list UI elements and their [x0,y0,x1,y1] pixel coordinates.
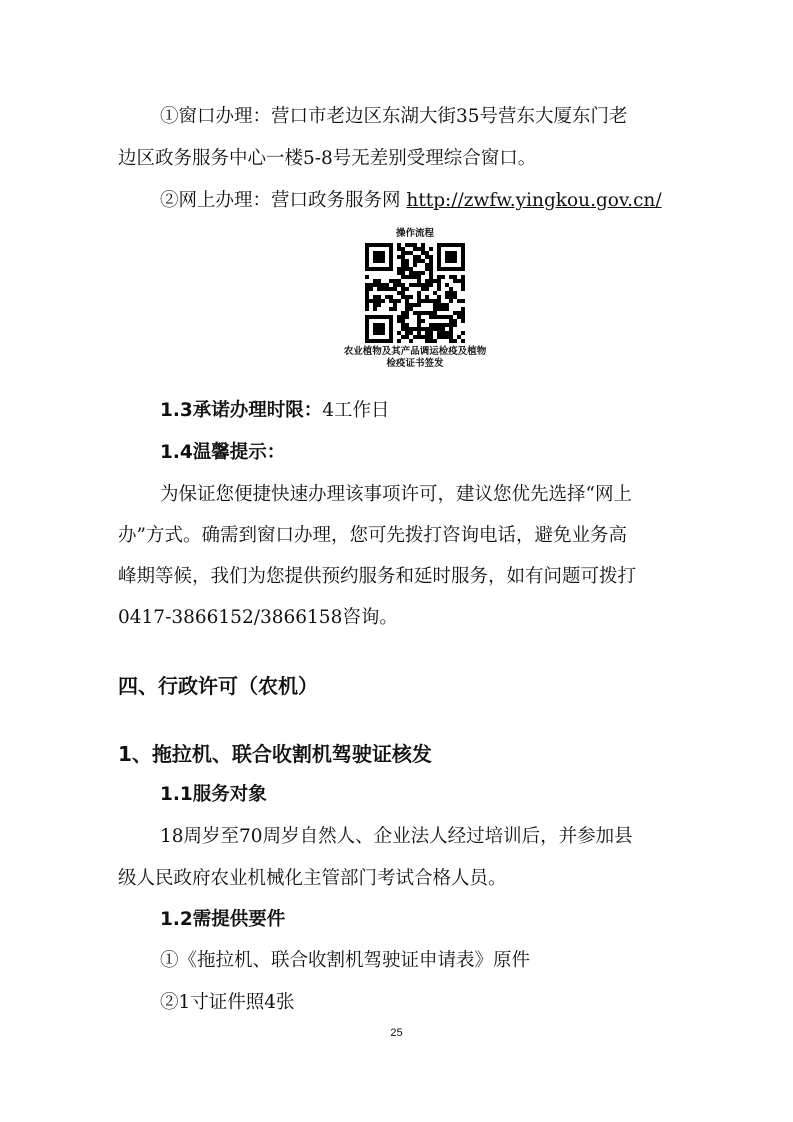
target-line-2: 级人民政府农业机械化主管部门考试合格人员。 [118,868,507,889]
tip-line-3: 峰期等候，我们为您提供预约服务和延时服务，如有问题可拨打 [118,566,637,587]
section-1-1-label: 1.1服务对象 [160,784,267,805]
item-heading: 1、拖拉机、联合收割机驾驶证核发 [118,742,432,766]
requirement-2: ②1寸证件照4张 [160,992,295,1013]
requirement-1: ①《拖拉机、联合收割机驾驶证申请表》原件 [160,950,531,971]
qr-caption-line-2: 检疫证书签发 [386,358,444,369]
window-handling-line-1: ①窗口办理：营口市老边区东湖大街35号营东大厦东门老 [160,106,628,127]
tip-line-2: 办”方式。确需到窗口办理，您可先拨打咨询电话，避免业务高 [118,525,627,546]
qr-title: 操作流程 [395,228,434,239]
service-website-link[interactable]: http://zwfw.yingkou.gov.cn/ [406,190,662,211]
section-1-3-label: 1.3承诺办理时限： [160,400,323,421]
tip-line-1: 为保证您便捷快速办理该事项许可，建议您优先选择“网上 [160,484,632,505]
chapter-heading: 四、行政许可（农机） [118,674,318,698]
section-1-2-label: 1.2需提供要件 [160,909,286,930]
qr-caption-line-1: 农业植物及其产品调运检疫及植物 [343,346,487,357]
section-1-3 [160,398,720,424]
section-1-4-label: 1.4温馨提示： [160,442,286,463]
tip-line-4: 0417-3866152/3866158咨询。 [118,607,398,628]
section-1-3-value: 4工作日 [322,400,390,421]
target-line-1: 18周岁至70周岁自然人、企业法人经过培训后，并参加县 [160,826,633,847]
qr-code-icon [365,243,465,343]
window-handling-line-2: 边区政务服务中心一楼5-8号无差别受理综合窗口。 [118,148,537,169]
qr-block [330,228,500,370]
online-handling-line [160,188,720,214]
page-number: 25 [390,1027,403,1039]
online-handling-label: ②网上办理：营口政务服务网 [160,190,401,211]
